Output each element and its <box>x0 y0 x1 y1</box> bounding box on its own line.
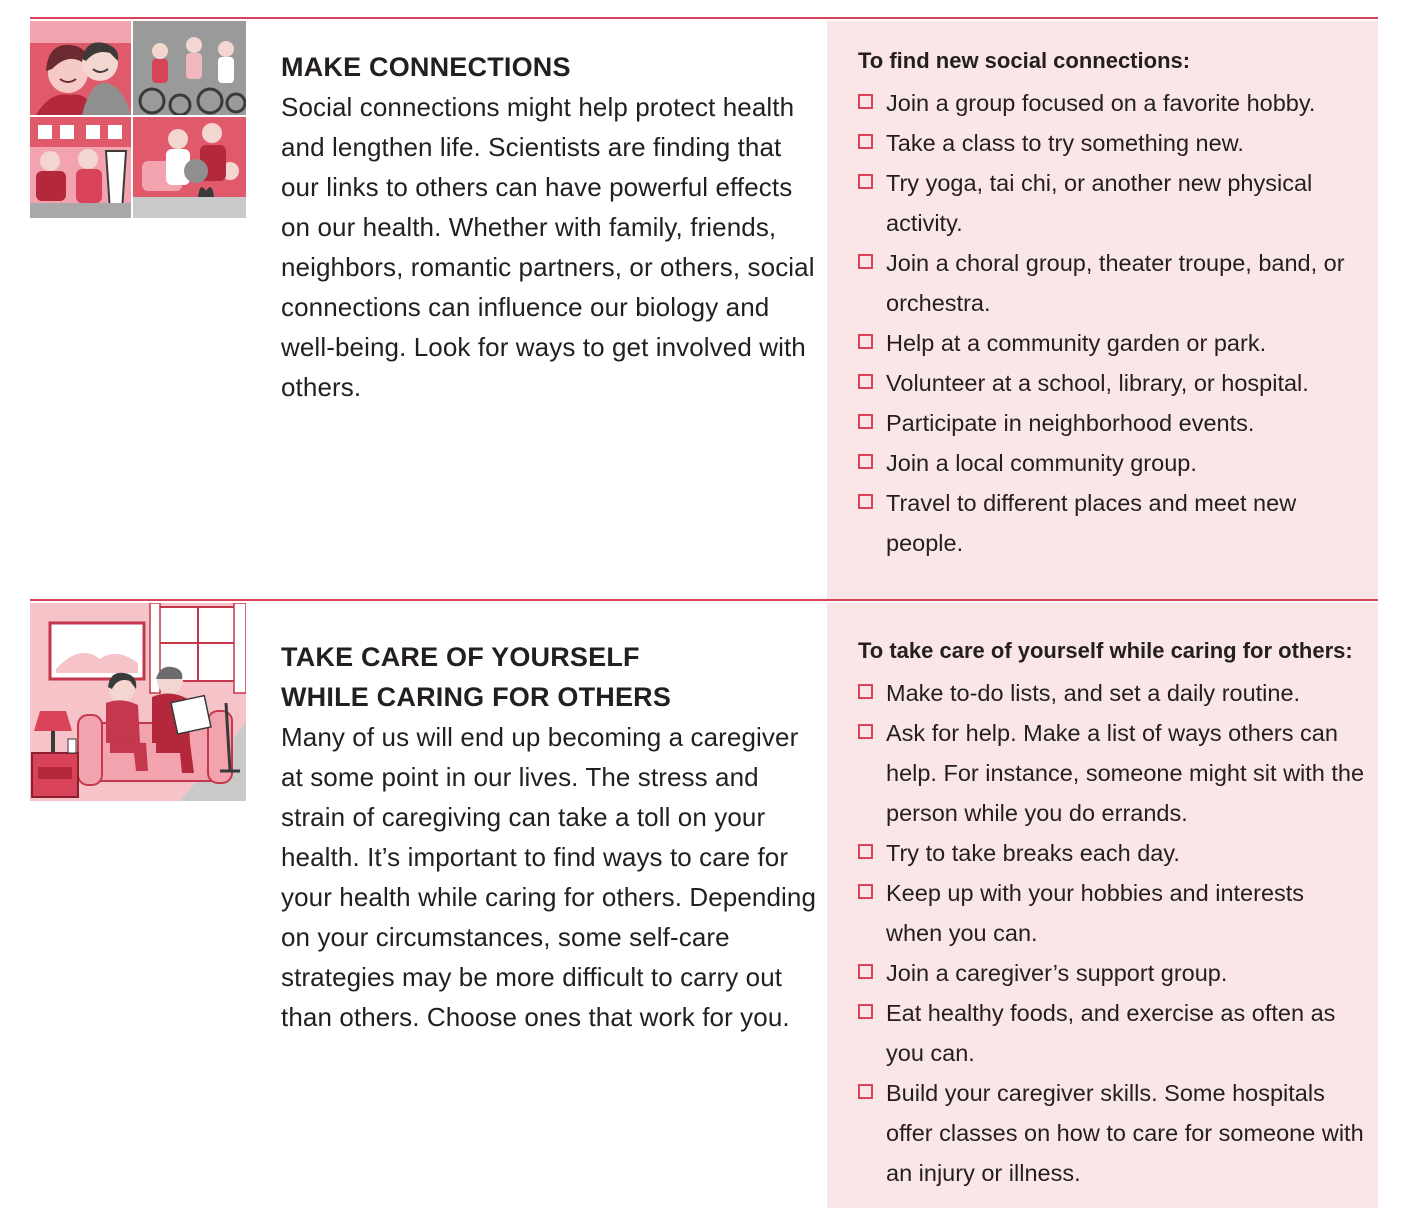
tip-item: Join a group focused on a favorite hobby. <box>858 83 1366 123</box>
checkbox[interactable] <box>858 684 873 699</box>
section-make-connections <box>30 17 1378 601</box>
tip-item: Keep up with your hobbies and interests when you can. <box>858 873 1366 953</box>
tip-item: Help at a community garden or park. <box>858 323 1366 363</box>
checkbox[interactable] <box>858 414 873 429</box>
section-paragraph: Many of us will end up becoming a caregiver at some point in our lives. The stress and strain of caregiving can take a toll on your health. It’s important to find ways to care for your health while caring for others. Depending on your circumstances, some self-care strategies may be more difficult to carry out than others. Choose ones that work for you. <box>281 722 817 1032</box>
tip-item: Take a class to try something new. <box>858 123 1366 163</box>
section-paragraph: Social connections might help protect health and lengthen life. Scientists are finding that our links to others can have powerful effects on our health. Whether with family, friends, neighbors, romantic partners, or others, social connections can influence our biology and well-being. Look for ways to get involved with others. <box>281 92 815 402</box>
checkbox[interactable] <box>858 134 873 149</box>
people-socializing-illustration <box>30 21 246 218</box>
tips-panel <box>827 21 1378 601</box>
checkbox[interactable] <box>858 454 873 469</box>
tip-item: Eat healthy foods, and exercise as often as you can. <box>858 993 1366 1073</box>
checkbox[interactable] <box>858 1004 873 1019</box>
tips-title: To find new social connections: <box>858 48 1191 73</box>
checkbox[interactable] <box>858 884 873 899</box>
checkbox[interactable] <box>858 1084 873 1099</box>
tips-title: To take care of yourself while caring for others: <box>858 638 1353 663</box>
tip-item: Ask for help. Make a list of ways others can help. For instance, someone might sit with the person while you do errands. <box>858 713 1366 833</box>
checkbox[interactable] <box>858 334 873 349</box>
tip-item: Travel to different places and meet new people. <box>858 483 1366 563</box>
tip-item: Join a local community group. <box>858 443 1366 483</box>
section-heading: TAKE CARE OF YOURSELF WHILE CARING FOR OTHERS <box>281 642 672 712</box>
checkbox[interactable] <box>858 94 873 109</box>
tips-list <box>858 673 1366 1193</box>
tip-item: Build your caregiver skills. Some hospitals offer classes on how to care for someone with an injury or illness. <box>858 1073 1366 1193</box>
tip-item: Try to take breaks each day. <box>858 833 1366 873</box>
tips-panel <box>827 603 1378 1208</box>
tip-item: Try yoga, tai chi, or another new physical activity. <box>858 163 1366 243</box>
checkbox[interactable] <box>858 964 873 979</box>
checkbox[interactable] <box>858 494 873 509</box>
tip-item: Join a choral group, theater troupe, band, or orchestra. <box>858 243 1366 323</box>
tip-item: Join a caregiver’s support group. <box>858 953 1366 993</box>
tips-list <box>858 83 1366 563</box>
make-connections-content <box>281 47 821 407</box>
take-care-content <box>281 637 821 1037</box>
checkbox[interactable] <box>858 254 873 269</box>
tip-item: Participate in neighborhood events. <box>858 403 1366 443</box>
section-take-care-of-yourself <box>30 599 1378 1208</box>
checkbox[interactable] <box>858 724 873 739</box>
tip-item: Volunteer at a school, library, or hospital. <box>858 363 1366 403</box>
checkbox[interactable] <box>858 374 873 389</box>
couple-on-couch-illustration <box>30 603 246 801</box>
section-heading: MAKE CONNECTIONS <box>281 52 571 82</box>
checkbox[interactable] <box>858 844 873 859</box>
checkbox[interactable] <box>858 174 873 189</box>
tip-item: Make to-do lists, and set a daily routine. <box>858 673 1366 713</box>
